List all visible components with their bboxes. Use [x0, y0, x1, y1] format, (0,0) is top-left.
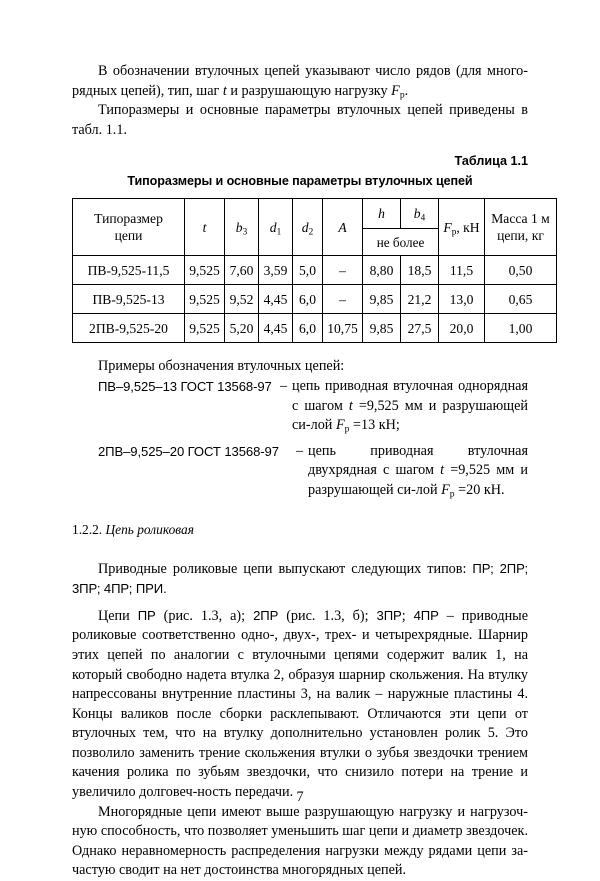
- cell-b4: 27,5: [401, 314, 439, 343]
- col-header-mass-line1: Масса 1 м: [491, 211, 550, 227]
- variable-t: t: [348, 397, 353, 414]
- col-header-t-symbol: t: [202, 219, 207, 235]
- col-header-A-symbol: A: [338, 219, 347, 235]
- roller-2-text-e: – приводные роликовые соответственно одно-, двух-, трех- и четырехрядные. Шарнир этих цепей по аналогии с втулочными цепями содержит валик 1, на который свободно надета втулка 2, образуя шарнир скольжения. На втулку напрессованы внутренние пластины 3, на валик – наружные пластины 4. Концы валиков после сборки расклепывают. Отличаются эти цепи от втулочных тем, что на втулку дополнительно установлен ролик 5. Это позволило заменить трение скольжения втулки о зубья звездочки трением качения ролика по зубьям звездочки, что снизило потери на трение и увеличило долговеч-ность передачи.: [72, 607, 528, 801]
- roller-2-text-a: Цепи: [98, 607, 138, 624]
- chain-specs-table: [72, 198, 557, 343]
- examples-lead: Примеры обозначения втулочных цепей:: [98, 358, 345, 375]
- col-header-d2: [293, 199, 323, 256]
- variable-F-subscript: р: [344, 423, 350, 435]
- cell-mass: 0,50: [485, 256, 557, 285]
- section-number: 1.2.2.: [72, 521, 106, 537]
- page-number: 7: [296, 789, 304, 805]
- cell-typesize: ПВ-9,525-11,5: [73, 256, 185, 285]
- chain-type-3pr: 3ПР: [376, 607, 402, 623]
- section-heading: [72, 521, 528, 539]
- col-header-b3-symbol: b: [235, 219, 243, 235]
- paragraph-roller-1: [72, 559, 528, 600]
- cell-b4: 21,2: [401, 285, 439, 314]
- variable-F: F: [441, 481, 450, 498]
- table-header-row-1: [73, 199, 557, 229]
- chain-type-pr: ПР: [137, 607, 156, 623]
- example-desc-a: цепь приводная втулочная однорядная с шагом: [292, 377, 528, 414]
- variable-F: F: [391, 82, 400, 99]
- cell-d1: 3,59: [259, 256, 293, 285]
- col-header-F-unit: , кН: [456, 219, 480, 235]
- cell-h: 9,85: [363, 285, 401, 314]
- section-title: Цепь роликовая: [105, 521, 194, 537]
- col-header-d1-symbol: d: [269, 219, 277, 235]
- roller-2-text-d: ;: [401, 607, 414, 624]
- col-header-h: [363, 199, 401, 229]
- cell-d1: 4,45: [259, 314, 293, 343]
- cell-d2: 5,0: [293, 256, 323, 285]
- example-item: [98, 377, 528, 436]
- variable-F: F: [335, 417, 345, 434]
- table-body: [73, 256, 557, 343]
- example-description: [308, 442, 528, 501]
- col-header-d1-subscript: 1: [276, 226, 282, 237]
- cell-A: –: [323, 285, 363, 314]
- spacer: [72, 539, 528, 559]
- col-header-d2-subscript: 2: [308, 226, 314, 237]
- example-desc-c: =13 кН;: [349, 417, 400, 434]
- cell-A: –: [323, 256, 363, 285]
- page-content: [72, 62, 550, 881]
- cell-b3: 9,52: [225, 285, 259, 314]
- col-header-b4-subscript: 4: [420, 212, 426, 223]
- col-header-h-symbol: h: [378, 206, 385, 222]
- example-desc-a: цепь приводная втулочная двухрядная с шагом: [308, 442, 528, 479]
- example-designation: 2ПВ–9,525–20 ГОСТ 13568-97: [98, 443, 279, 459]
- col-header-b3: [225, 199, 259, 256]
- table-number-label: Таблица 1.1: [454, 154, 528, 169]
- cell-t: 9,525: [185, 285, 225, 314]
- cell-breaking-force: 20,0: [439, 314, 485, 343]
- example-dash: –: [296, 442, 304, 459]
- example-designation: ПВ–9,525–13 ГОСТ 13568-97: [98, 378, 272, 394]
- col-header-b3-subscript: 3: [242, 226, 248, 237]
- roller-2-text-c: (рис. 1.3, б);: [278, 607, 377, 624]
- paragraph-intro-1: [72, 62, 528, 101]
- spacer: [72, 188, 528, 198]
- example-desc-c: =20 кН.: [454, 481, 505, 498]
- roller-chain-types: ПР; 2ПР; 3ПР; 4ПР; ПРИ.: [72, 560, 528, 597]
- paragraph-intro-2: Типоразмеры и основные параметры втулочных цепей приведены в табл. 1.1.: [72, 102, 528, 138]
- col-header-mass: [485, 199, 557, 256]
- table-row: [73, 314, 557, 343]
- variable-F-subscript: р: [399, 89, 405, 101]
- example-item: [98, 442, 528, 501]
- cell-breaking-force: 11,5: [439, 256, 485, 285]
- col-header-d2-symbol: d: [301, 219, 309, 235]
- roller-2-text-b: (рис. 1.3, а);: [155, 607, 254, 624]
- col-header-b4-symbol: b: [413, 206, 421, 222]
- cell-typesize: 2ПВ-9,525-20: [73, 314, 185, 343]
- example-description: [292, 377, 528, 436]
- example-desc-b: =9,525 мм и разрушающей си-лой: [292, 397, 528, 434]
- cell-d2: 6,0: [293, 314, 323, 343]
- col-header-typesize: [73, 199, 185, 256]
- chain-type-4pr: 4ПР: [413, 607, 439, 623]
- intro-1-text-c: .: [404, 82, 409, 99]
- cell-b4: 18,5: [401, 256, 439, 285]
- cell-t: 9,525: [185, 314, 225, 343]
- cell-d2: 6,0: [293, 285, 323, 314]
- intro-1-text-a: В обозначении втулочных цепей указывают число рядов (для много-рядных цепей), тип, шаг: [72, 63, 528, 99]
- cell-breaking-force: 13,0: [439, 285, 485, 314]
- intro-1-text-b: и разрушающую нагрузку: [226, 82, 392, 99]
- col-header-not-more: не более: [363, 229, 439, 256]
- cell-typesize: ПВ-9,525-13: [73, 285, 185, 314]
- col-header-typesize-line1: Типоразмер: [94, 211, 163, 227]
- col-header-F-subscript: р: [451, 226, 457, 237]
- col-header-t: [185, 199, 225, 256]
- paragraph-roller-3: Многорядные цепи имеют выше разрушающую нагрузку и нагрузоч-ную способность, что позволяет уменьшить шаг цепи и диаметр звездочек. Однако неравномерность распределения нагрузки между рядами цепи за-частую сводит на нет достоинства многорядных цепей.: [72, 803, 528, 879]
- spacer: [72, 140, 528, 154]
- col-header-mass-line2: цепи, кг: [497, 228, 544, 244]
- variable-t: t: [440, 462, 445, 479]
- chain-type-2pr: 2ПР: [253, 607, 279, 623]
- table-title: Типоразмеры и основные параметры втулочных цепей: [127, 174, 473, 189]
- cell-h: 9,85: [363, 314, 401, 343]
- examples-block: [72, 357, 528, 500]
- col-header-typesize-line2: цепи: [114, 228, 143, 244]
- roller-1-text: Приводные роликовые цепи выпускают следующих типов:: [98, 560, 473, 577]
- cell-d1: 4,45: [259, 285, 293, 314]
- col-header-d1: [259, 199, 293, 256]
- cell-t: 9,525: [185, 256, 225, 285]
- example-desc-b: =9,525 мм и разрушающей си-лой: [308, 462, 528, 498]
- table-row: [73, 256, 557, 285]
- cell-b3: 5,20: [225, 314, 259, 343]
- cell-mass: 1,00: [485, 314, 557, 343]
- col-header-b4: [401, 199, 439, 229]
- table-head: [73, 199, 557, 256]
- table-row: [73, 285, 557, 314]
- cell-h: 8,80: [363, 256, 401, 285]
- spacer: [72, 343, 528, 357]
- col-header-breaking-force: [439, 199, 485, 256]
- cell-mass: 0,65: [485, 285, 557, 314]
- cell-A: 10,75: [323, 314, 363, 343]
- example-dash: –: [280, 377, 288, 394]
- cell-b3: 7,60: [225, 256, 259, 285]
- variable-t: t: [222, 82, 227, 99]
- col-header-A: [323, 199, 363, 256]
- spacer: [72, 501, 528, 521]
- col-header-F-symbol: F: [443, 219, 452, 235]
- paragraph-roller-2: [72, 606, 528, 803]
- variable-F-subscript: р: [449, 488, 455, 500]
